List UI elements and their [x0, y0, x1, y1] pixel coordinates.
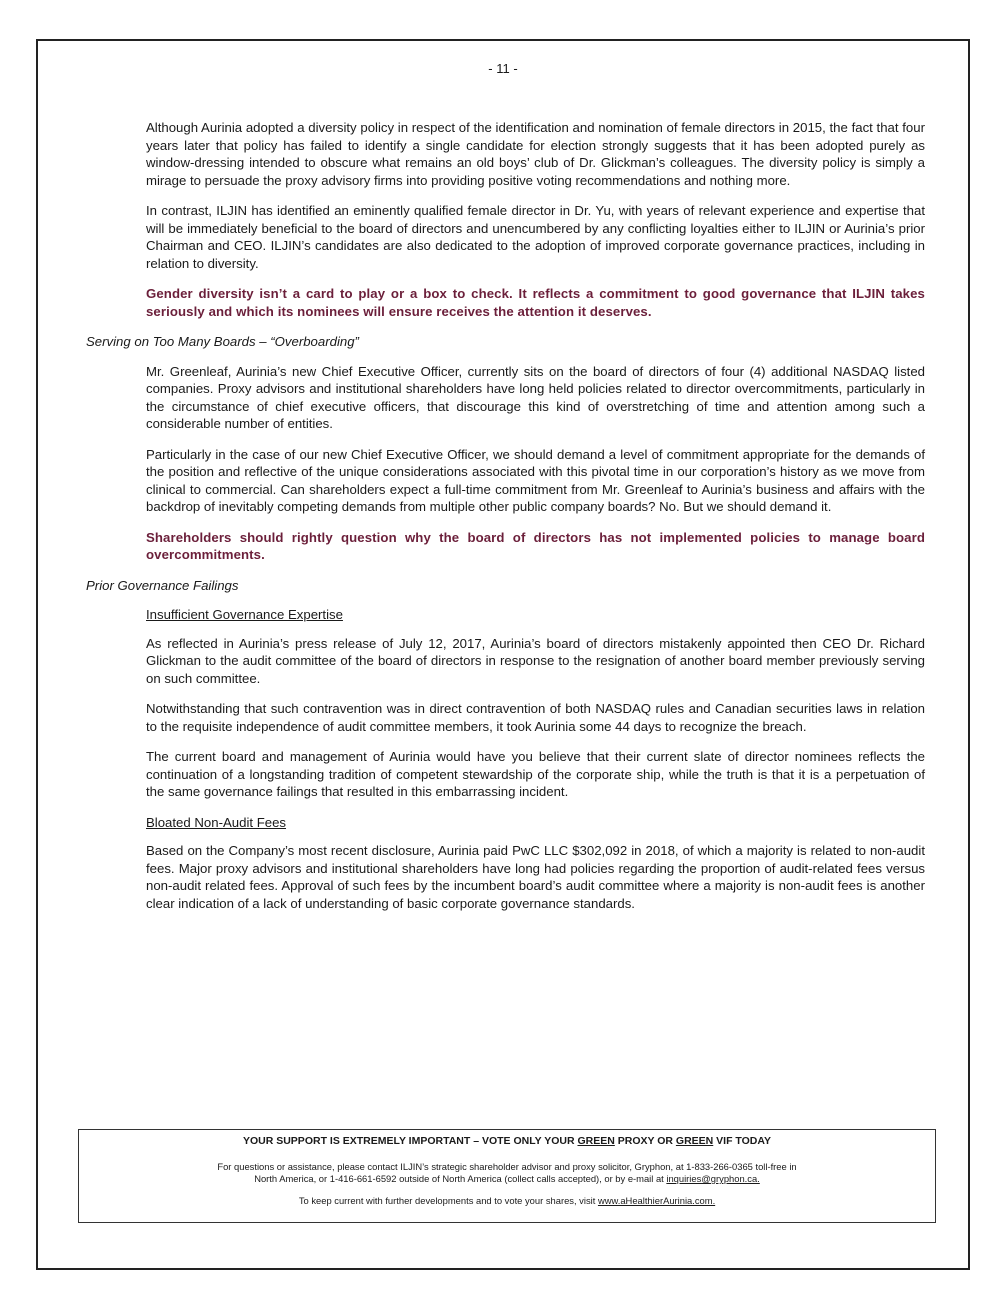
- paragraph-pwc-fees: Based on the Company’s most recent disclosure, Aurinia paid PwC LLC $302,092 in 2018, of which a majority is related to non-audit fees. Major proxy advisors and institutional shareholders have long had policies regarding the proportion of audit-related fees versus non-audit related fees. Approval of such fees by the incumbent board’s audit committee where a majority is non-audit fees is another clear indication of a lack of understanding of basic corporate governance standards.: [146, 843, 925, 911]
- paragraph-diversity-policy: Although Aurinia adopted a diversity policy in respect of the identification and nomination of female directors in 2015, the fact that four years later that policy has failed to identify a single candidate for election strongly suggests that it has been adopted purely as window-dressing intended to obscure what remains an old boys’ club of Dr. Glickman’s colleagues. The diversity policy is simply a mirage to persuade the proxy advisory firms into providing positive voting recommendations and nothing more.: [146, 120, 925, 188]
- website-link[interactable]: www.aHealthierAurinia.com.: [597, 1195, 716, 1206]
- green-vif-text: GREEN: [675, 1135, 714, 1147]
- footer-visit-line: To keep current with further developments and to vote your shares, visit www.aHealthierAurinia.com.: [298, 1195, 716, 1206]
- callout-gender-diversity: Gender diversity isn’t a card to play or a box to check. It reflects a commitment to good governance that ILJIN takes seriously and which its nominees will ensure receives the attention it deserves.: [146, 286, 925, 319]
- page-frame: [36, 39, 970, 1270]
- callout-overcommitment: Shareholders should rightly question why the board of directors has not implemented policies to manage board overcommitments.: [146, 529, 925, 562]
- paragraph-contravention: Notwithstanding that such contravention was in direct contravention of both NASDAQ rules and Canadian securities laws in relation to the requisite independence of audit committee members, it took Aurinia some 44 days to recognize the breach.: [146, 701, 925, 734]
- footer-contact-line-1: For questions or assistance, please contact ILJIN’s strategic shareholder advisor and proxy solicitor, Gryphon, at 1-833-266-0365 toll-free in: [217, 1161, 797, 1172]
- footer-title: YOUR SUPPORT IS EXTREMELY IMPORTANT – VOTE ONLY YOUR GREEN PROXY OR GREEN VIF TODAY: [242, 1135, 772, 1147]
- document-body: [86, 119, 925, 925]
- subheading-non-audit-fees: Bloated Non-Audit Fees: [146, 814, 287, 830]
- subheading-insufficient-expertise: Insufficient Governance Expertise: [146, 607, 343, 622]
- heading-overboarding: Serving on Too Many Boards – “Overboarding”: [86, 334, 359, 349]
- footer-box: [78, 1129, 936, 1223]
- green-proxy-text: GREEN: [577, 1135, 615, 1147]
- email-link[interactable]: inquiries@gryphon.ca.: [666, 1173, 760, 1184]
- paragraph-greenleaf-boards: Mr. Greenleaf, Aurinia’s new Chief Executive Officer, currently sits on the board of directors of four (4) additional NASDAQ listed companies. Proxy advisors and institutional shareholders have long held policies related to director overcommitments, particularly in the circumstance of chief executive officers, that discourage this kind of overstretching of time and attention among such a considerable number of entities.: [146, 363, 925, 431]
- paragraph-ljin-candidate: In contrast, ILJIN has identified an eminently qualified female director in Dr. Yu, with years of relevant experience and expertise that will be immediately beneficial to the board of directors and unencumbered by any conflicting loyalties either to ILJIN or Aurinia’s prior Chairman and CEO. ILJIN’s candidates are also dedicated to the adoption of improved corporate governance practices, including in relation to diversity.: [146, 203, 925, 271]
- heading-governance-failings: Prior Governance Failings: [86, 577, 239, 593]
- paragraph-stewardship: The current board and management of Aurinia would have you believe that their current slate of director nominees reflects the continuation of a longstanding tradition of competent stewardship of the corporate ship, while the truth is that it is a perpetuation of the same governance failings that resulted in this embarrassing incident.: [146, 749, 925, 799]
- page-number: - 11 -: [488, 61, 518, 76]
- paragraph-audit-committee: As reflected in Aurinia’s press release of July 12, 2017, Aurinia’s board of directors mistakenly appointed then CEO Dr. Richard Glickman to the audit committee of the board of directors in response to the resignation of another board member previously serving on such committee.: [146, 635, 925, 686]
- paragraph-ceo-commitment: Particularly in the case of our new Chief Executive Officer, we should demand a level of commitment appropriate for the demands of the position and reflective of the unique considerations associated with this pivotal time in our corporation’s history as we move from clinical to commercial. Can shareholders expect a full-time commitment from Mr. Greenleaf to Aurinia’s business and affairs with the backdrop of inevitably competing demands from multiple other public company boards? No. But we should demand it.: [146, 446, 925, 514]
- footer-contact-line-2: North America, or 1-416-661-6592 outside of North America (collect calls accepted), or by e-mail at inquiries@gryphon.ca.: [254, 1173, 760, 1184]
